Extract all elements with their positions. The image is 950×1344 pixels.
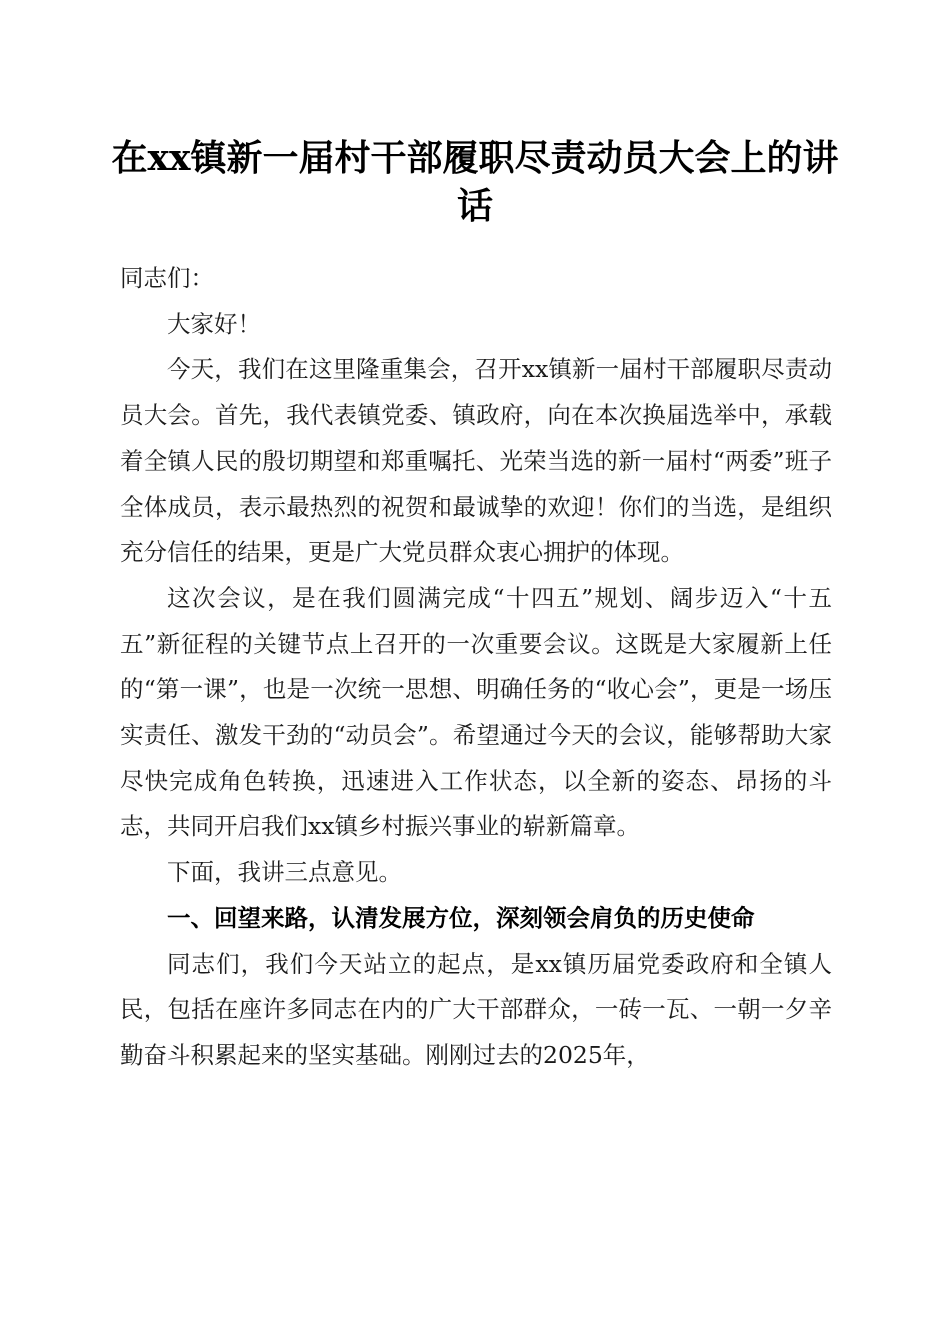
section-heading: 一、回望来路，认清发展方位，深刻领会肩负的历史使命 <box>167 903 755 932</box>
body-paragraph: 同志们，我们今天站立的起点，是xx镇历届党委政府和全镇人民，包括在座许多同志在内的广大干部群众，一砖一瓦、一朝一夕辛勤奋斗积累起来的坚实基础。刚刚过去的2025年， <box>120 949 832 1069</box>
document-body <box>120 256 832 1079</box>
body-paragraph: 今天，我们在这里隆重集会，召开xx镇新一届村干部履职尽责动员大会。首先，我代表镇党委、镇政府，向在本次换届选举中，承载着全镇人民的殷切期望和郑重嘱托、光荣当选的新一届村“两委”班子全体成员，表示最热烈的祝贺和最诚挚的欢迎！你们的当选，是组织充分信任的结果，更是广大党员群众衷心拥护的体现。 <box>120 355 832 567</box>
body-paragraph: 这次会议，是在我们圆满完成“十四五”规划、阔步迈入“十五五”新征程的关键节点上召开的一次重要会议。这既是大家履新上任的“第一课”，也是一次统一思想、明确任务的“收心会”，更是一场压实责任、激发干劲的“动员会”。希望通过今天的会议，能够帮助大家尽快完成角色转换，迅速进入工作状态，以全新的姿态、昂扬的斗志，共同开启我们xx镇乡村振兴事业的崭新篇章。 <box>120 583 832 841</box>
document-title: 在xx镇新一届村干部履职尽责动员大会上的讲话 <box>111 137 839 227</box>
salutation: 同志们： <box>120 264 214 292</box>
greeting: 大家好！ <box>167 309 261 338</box>
body-paragraph: 下面，我讲三点意见。 <box>167 858 402 887</box>
